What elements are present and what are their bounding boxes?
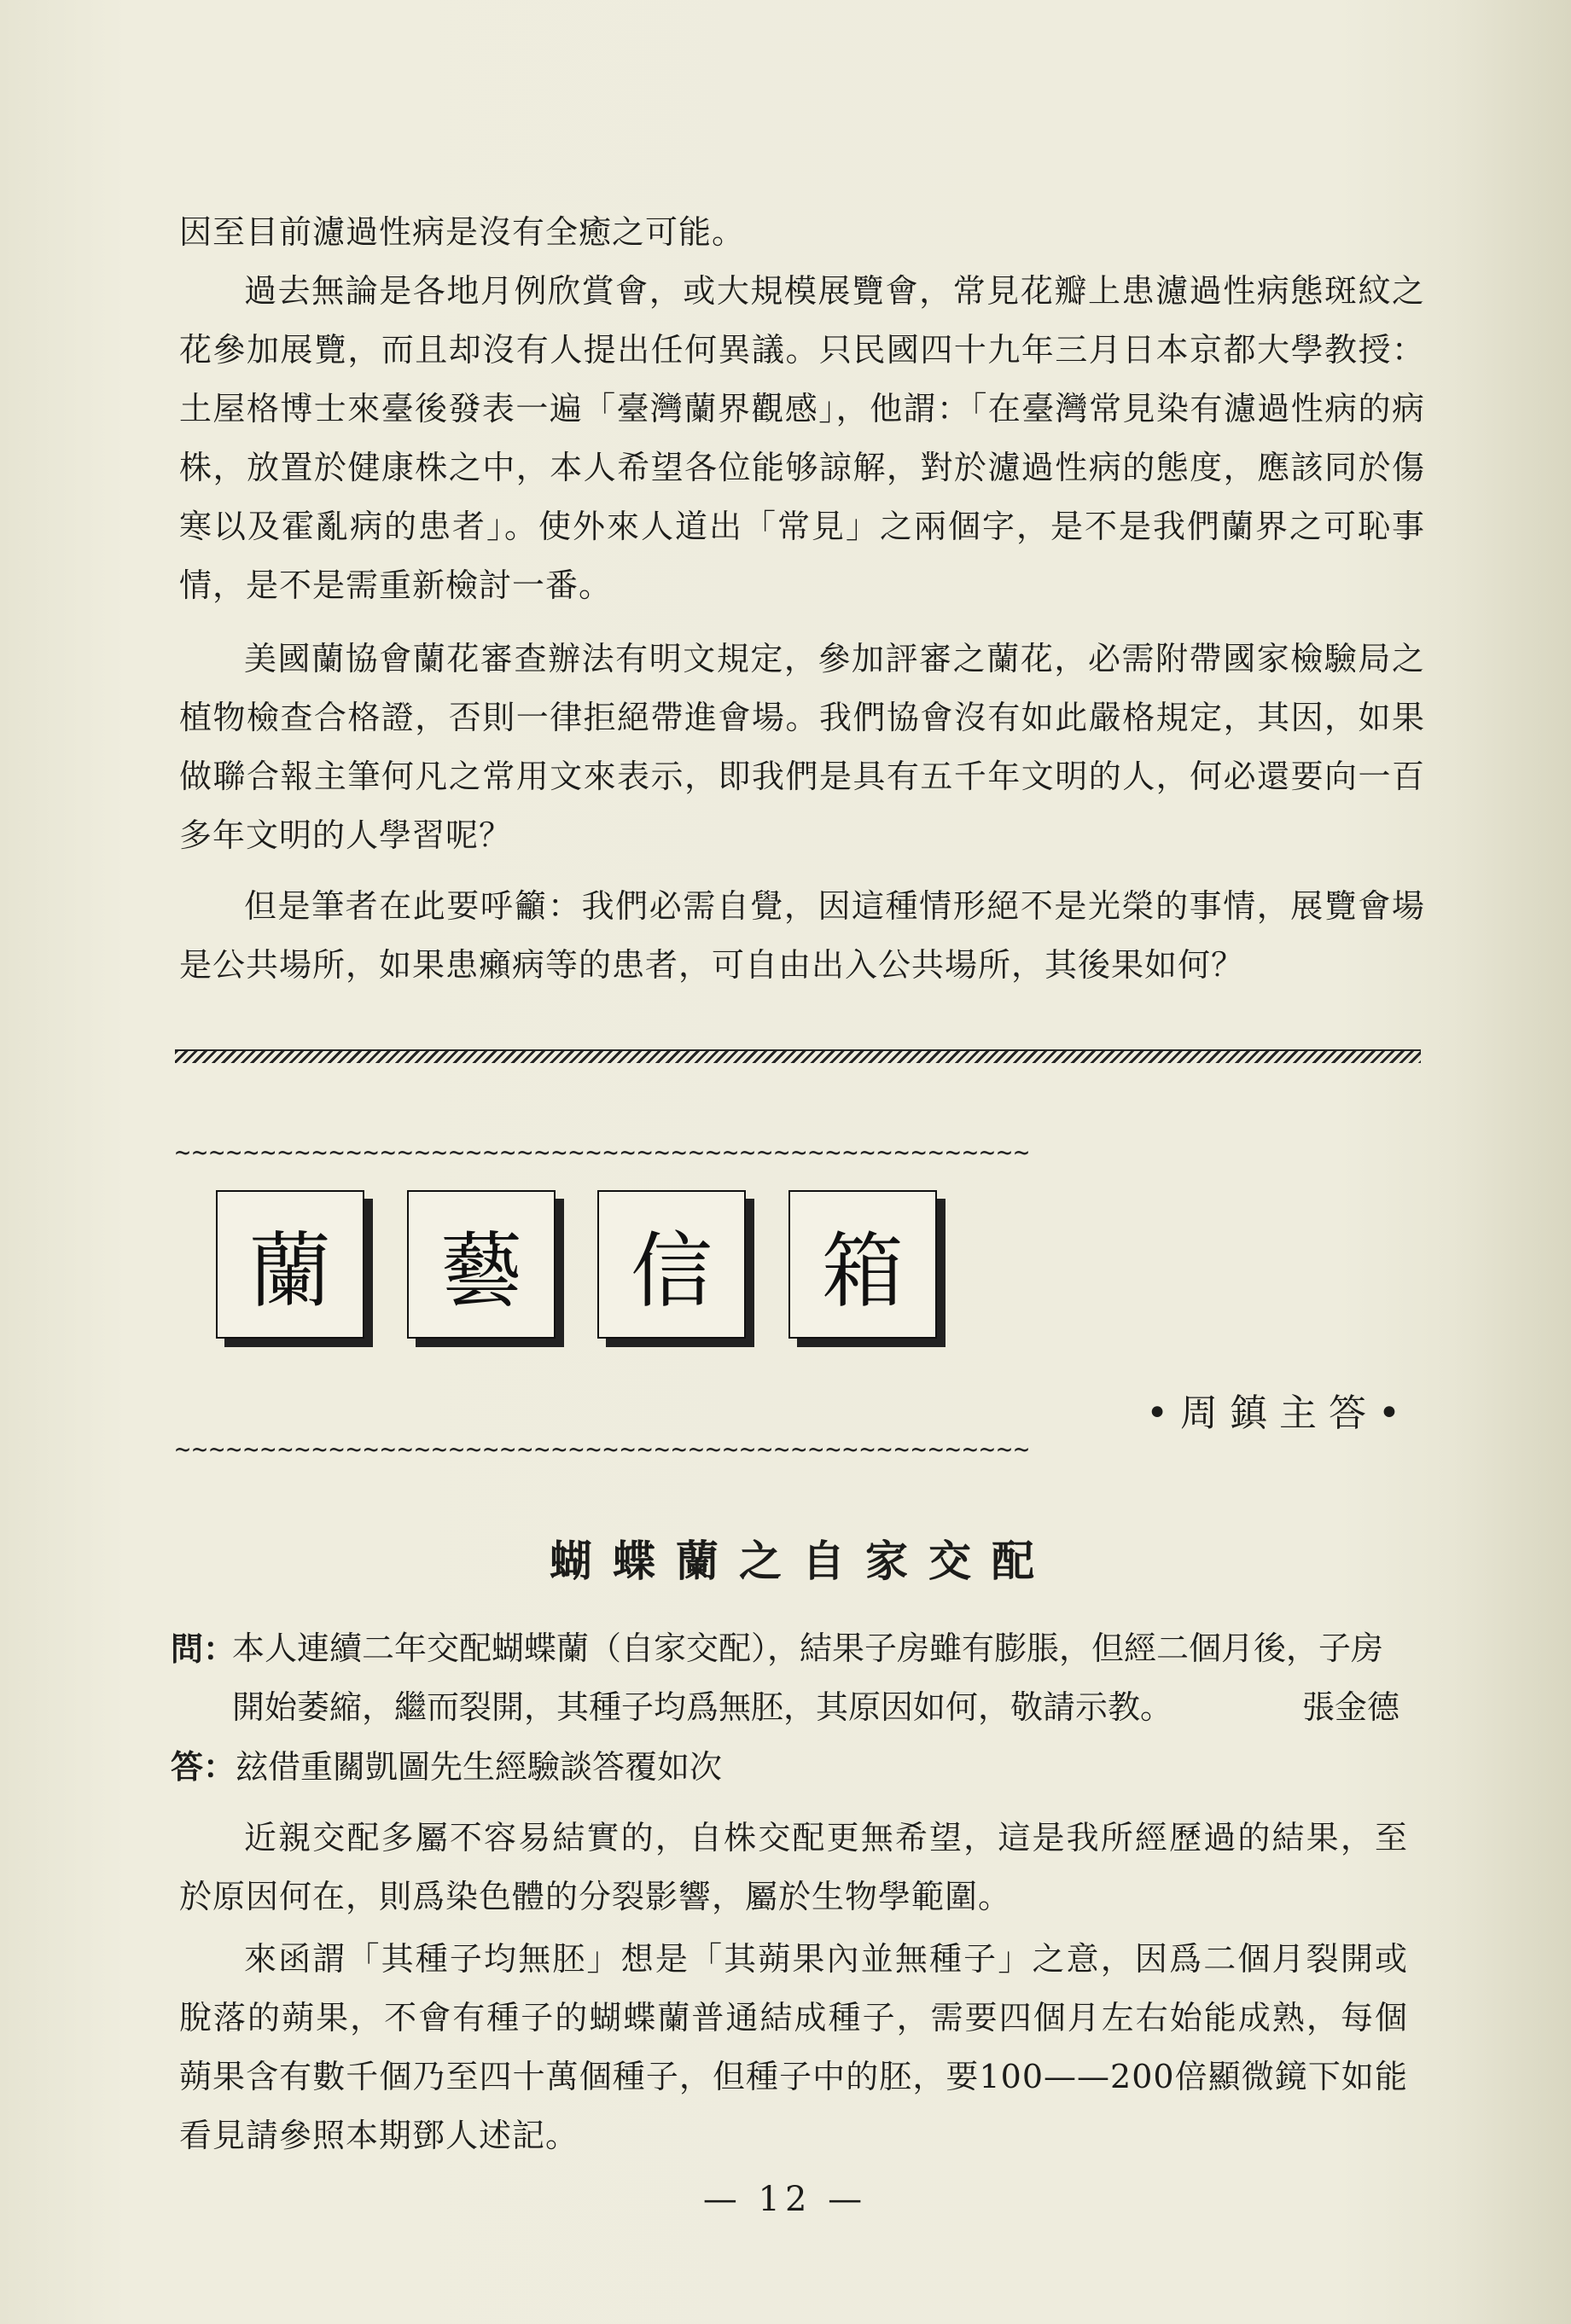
header-box-1: 蘭 xyxy=(216,1190,364,1339)
header-box-3: 信 xyxy=(597,1190,746,1339)
asker-name: 張金德 xyxy=(1301,1688,1399,1726)
section-divider xyxy=(175,1049,1421,1063)
paragraph-1: 過去無論是各地月例欣賞會，或大規模展覽會，常見花瓣上患濾過性病態斑紋之花參加展覽，而且却沒有人提出任何異議。只民國四十九年三月日本京都大學教授：土屋格博士來臺後發表一遍「臺灣蘭界觀感」，他謂：「在臺灣常見染有濾過性病的病株，放置於健康株之中，本人希望各位能够諒解，對於濾過性病的態度，應該同於傷寒以及霍亂病的患者」。使外來人道出「常見」之兩個字，是不是我們蘭界之可恥事情，是不是需重新檢討一番。 xyxy=(179,272,1425,604)
page-number: — 12 — xyxy=(702,2180,868,2219)
answer-paragraph-1: 近親交配多屬不容易結實的，自株交配更無希望，這是我所經歷過的結果，至於原因何在，則爲染色體的分裂影響，屬於生物學範圍。 xyxy=(179,1819,1408,1915)
header-box-2: 藝 xyxy=(407,1190,556,1339)
answer-label: 答： xyxy=(171,1747,236,1786)
question-label: 問： xyxy=(171,1630,236,1668)
tilde-rule-top: ~~~~~~~~~~~~~~~~~~~~~~~~~~~~~~~~~~~~~~~~~~~~~~~~~~ xyxy=(175,1145,1032,1162)
page-shadow xyxy=(1452,0,1571,2324)
article-title: 蝴蝶蘭之自家交配 xyxy=(550,1537,1055,1586)
answer-paragraph-2: 來函謂「其種子均無胚」想是「其蒴果內並無種子」之意，因爲二個月裂開或脫落的蒴果，不會有種子的蝴蝶蘭普通結成種子，需要四個月左右始能成熟，每個蒴果含有數千個乃至四十萬個種子，但種子中的胚，要100——200倍顯微鏡下如能看見請參照本期鄧人述記。 xyxy=(179,1940,1408,2154)
tilde-rule-bottom: ~~~~~~~~~~~~~~~~~~~~~~~~~~~~~~~~~~~~~~~~~~~~~~~~~~ xyxy=(175,1442,1032,1459)
answer-block xyxy=(171,1737,1434,1797)
answer-intro: 玆借重關凱圖先生經驗談答覆如次 xyxy=(236,1748,723,1786)
paragraph-3: 但是筆者在此要呼籲：我們必需自覺，因這種情形絕不是光榮的事情，展覽會場是公共場所，如果患癩病等的患者，可自由出入公共場所，其後果如何？ xyxy=(179,887,1425,984)
paragraph-2: 美國蘭協會蘭花審查辦法有明文規定，參加評審之蘭花，必需附帶國家檢驗局之植物檢查合格證，否則一律拒絕帶進會場。我們協會沒有如此嚴格規定，其因，如果做聯合報主筆何凡之常用文來表示，即我們是具有五千年文明的人，何必還要向一百多年文明的人學習呢？ xyxy=(179,640,1425,854)
paragraph-0: 因至目前濾過性病是沒有全癒之可能。 xyxy=(179,213,746,251)
column-byline: •周鎮主答• xyxy=(1146,1391,1412,1435)
question-text: 本人連續二年交配蝴蝶蘭（自家交配），結果子房雖有膨脹，但經二個月後，子房開始萎縮，繼而裂開，其種子均爲無胚，其原因如何，敬請示教。 xyxy=(232,1630,1384,1726)
header-box-4: 箱 xyxy=(788,1190,937,1339)
